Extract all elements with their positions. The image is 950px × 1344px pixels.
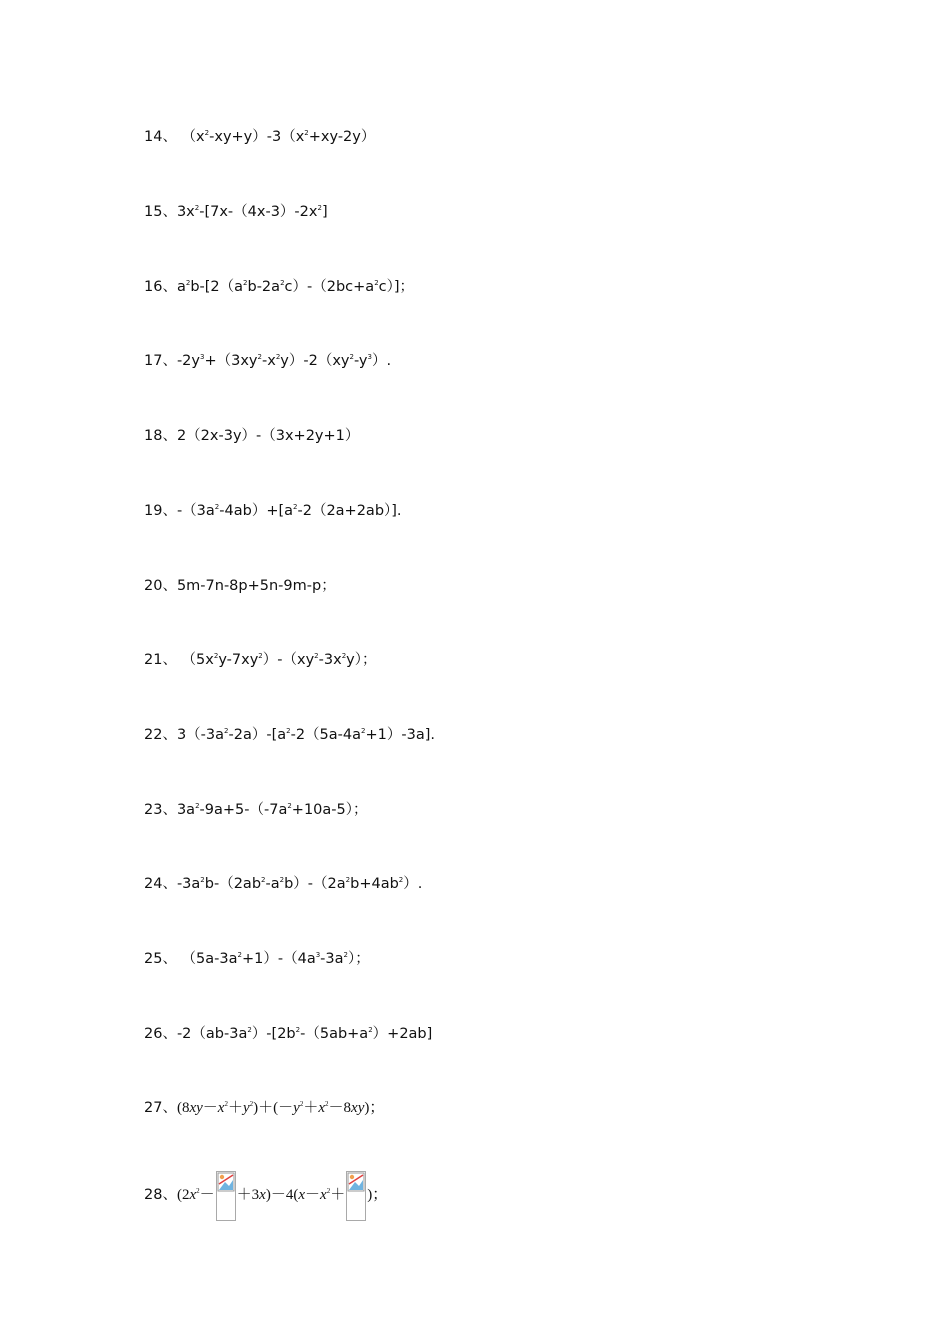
broken-image-icon <box>346 1171 366 1221</box>
problem-17: 17、$-2y^3+(3xy^2-x^2y)-2(xy^2-y^3)$. <box>144 353 392 369</box>
problem-26: 26、$-2(ab-3a^2)-[2b^2-(5ab+a^2)+2ab]$ <box>144 1026 433 1042</box>
problem-19: 19、$-(3a^2-4ab)+[a^2-2(2a+2ab)]$. <box>144 503 402 519</box>
broken-image-icon <box>216 1171 236 1221</box>
problem-18: 18、2（2x-3y）-（3x+2y+1） <box>144 428 360 444</box>
problem-27: 27、$(8xy-x^2+y^2)+(-y^2+x^2-8xy)$； <box>144 1100 385 1116</box>
problem-21: 21、 $(5x^2y-7xy^2)-(xy^2-3x^2y)$； <box>144 652 377 668</box>
problem-25: 25、 $(5a-3a^2+1)-(4a^3-3a^2)$； <box>144 951 370 967</box>
problem-20: 20、5m-7n-8p+5n-9m-p； <box>144 578 336 594</box>
problem-28: 28、($2x^2-$ $+3x)-4(x-x^2+$ )； <box>144 1170 387 1221</box>
problem-23: 23、$3a^2-9a+5-(-7a^2+10a-5)$； <box>144 802 368 818</box>
problem-16: 16、$a^2b-[2(a^2b-2a^2c)-(2bc+a^2c)]$； <box>144 279 415 295</box>
problem-15: 15、$3x^2-[7x-(4x-3)-2x^2]$ <box>144 204 328 220</box>
problem-24: 24、$-3a^2b-(2ab^2-a^2b)-(2a^2b+4ab^2)$. <box>144 876 423 892</box>
problem-22: 22、$3(-3a^2-2a)-[a^2-2(5a-4a^2+1)-3a]$. <box>144 727 435 743</box>
problem-14: 14、 $(x^2-xy+y)-3(x^2+xy-2y)$ <box>144 129 376 145</box>
